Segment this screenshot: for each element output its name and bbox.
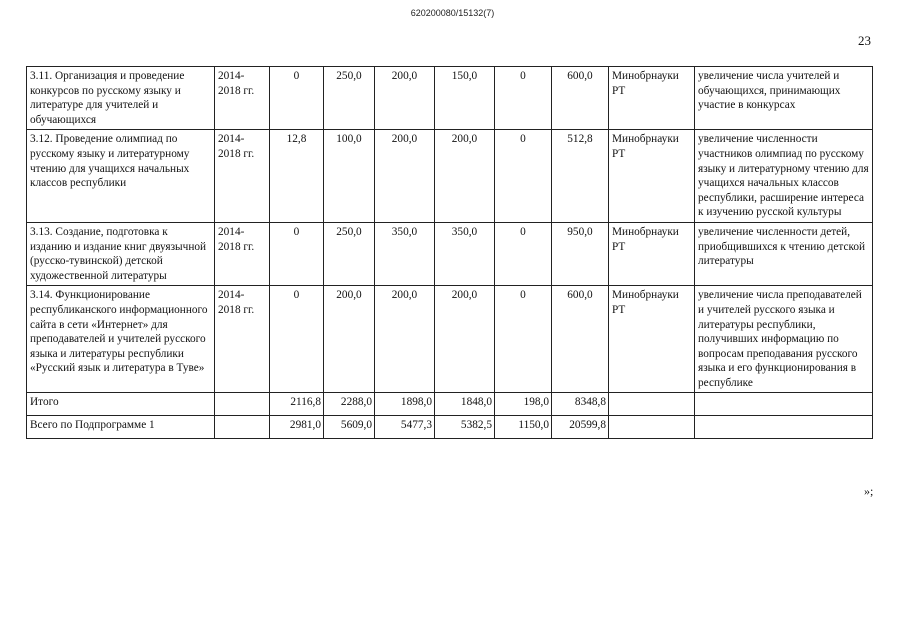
funding-value-cell: 150,0 [435,67,495,130]
funding-value-cell: 100,0 [324,130,375,223]
table-row [27,286,873,393]
total-value-cell: 198,0 [495,393,552,416]
empty-cell [215,416,270,439]
executor-cell: Минобрнауки РТ [609,222,695,285]
total-label-cell: Всего по Подпрограмме 1 [27,416,215,439]
period-cell: 2014-2018 гг. [215,286,270,393]
total-value-cell: 5477,3 [375,416,435,439]
total-value-cell: 1150,0 [495,416,552,439]
funding-value-cell: 200,0 [375,286,435,393]
expected-result-cell: увеличение числа преподавателей и учителей русского языка и литературы республики, получивших информацию по вопросам преподавания русского языка и его функционирования в республике [695,286,873,393]
closing-quote-mark: »; [864,484,874,498]
subprogram-table [26,66,873,439]
table-row [27,222,873,285]
total-value-cell: 20599,8 [552,416,609,439]
funding-value-cell: 200,0 [375,67,435,130]
total-value-cell: 2981,0 [270,416,324,439]
expected-result-cell: увеличение численности участников олимпиад по русскому языку и литературному чтению для учащихся начальных классов республики, расширение интереса к изучению русской культуры [695,130,873,223]
activity-name-cell: 3.11. Организация и проведение конкурсов по русскому языку и литературе для учителей и обучающихся [27,67,215,130]
total-value-cell: 5609,0 [324,416,375,439]
funding-value-cell: 12,8 [270,130,324,223]
funding-value-cell: 250,0 [324,67,375,130]
total-value-cell: 8348,8 [552,393,609,416]
empty-cell [695,393,873,416]
period-cell: 2014-2018 гг. [215,67,270,130]
total-value-cell: 2116,8 [270,393,324,416]
activity-name-cell: 3.14. Функционирование республиканского информационного сайта в сети «Интернет» для преподавателей и учителей русского языка и литературы республики «Русский язык и литература в Туве» [27,286,215,393]
executor-cell: Минобрнауки РТ [609,286,695,393]
funding-value-cell: 600,0 [552,286,609,393]
table-row [27,67,873,130]
table-row [27,130,873,223]
total-label-cell: Итого [27,393,215,416]
funding-value-cell: 200,0 [435,286,495,393]
funding-value-cell: 350,0 [375,222,435,285]
funding-value-cell: 200,0 [435,130,495,223]
expected-result-cell: увеличение численности детей, приобщившихся к чтению детской литературы [695,222,873,285]
executor-cell: Минобрнауки РТ [609,130,695,223]
total-row [27,416,873,439]
period-cell: 2014-2018 гг. [215,130,270,223]
total-value-cell: 1898,0 [375,393,435,416]
activity-name-cell: 3.13. Создание, подготовка к изданию и издание книг двуязычной (русско-тувинской) детской художественной литературы [27,222,215,285]
funding-value-cell: 0 [495,286,552,393]
funding-value-cell: 950,0 [552,222,609,285]
funding-value-cell: 600,0 [552,67,609,130]
empty-cell [215,393,270,416]
funding-value-cell: 0 [270,67,324,130]
funding-value-cell: 200,0 [324,286,375,393]
total-value-cell: 2288,0 [324,393,375,416]
funding-value-cell: 512,8 [552,130,609,223]
funding-value-cell: 350,0 [435,222,495,285]
expected-result-cell: увеличение числа учителей и обучающихся, принимающих участие в конкурсах [695,67,873,130]
empty-cell [609,393,695,416]
total-row [27,393,873,416]
total-value-cell: 1848,0 [435,393,495,416]
funding-value-cell: 0 [495,130,552,223]
document-id: 620200080/15132(7) [410,8,495,18]
page-number: 23 [858,33,871,48]
empty-cell [609,416,695,439]
period-cell: 2014-2018 гг. [215,222,270,285]
funding-value-cell: 250,0 [324,222,375,285]
executor-cell: Минобрнауки РТ [609,67,695,130]
total-value-cell: 5382,5 [435,416,495,439]
funding-value-cell: 200,0 [375,130,435,223]
funding-value-cell: 0 [270,286,324,393]
activity-name-cell: 3.12. Проведение олимпиад по русскому языку и литературному чтению для учащихся начальных классов республики [27,130,215,223]
empty-cell [695,416,873,439]
funding-value-cell: 0 [495,222,552,285]
funding-value-cell: 0 [495,67,552,130]
funding-value-cell: 0 [270,222,324,285]
